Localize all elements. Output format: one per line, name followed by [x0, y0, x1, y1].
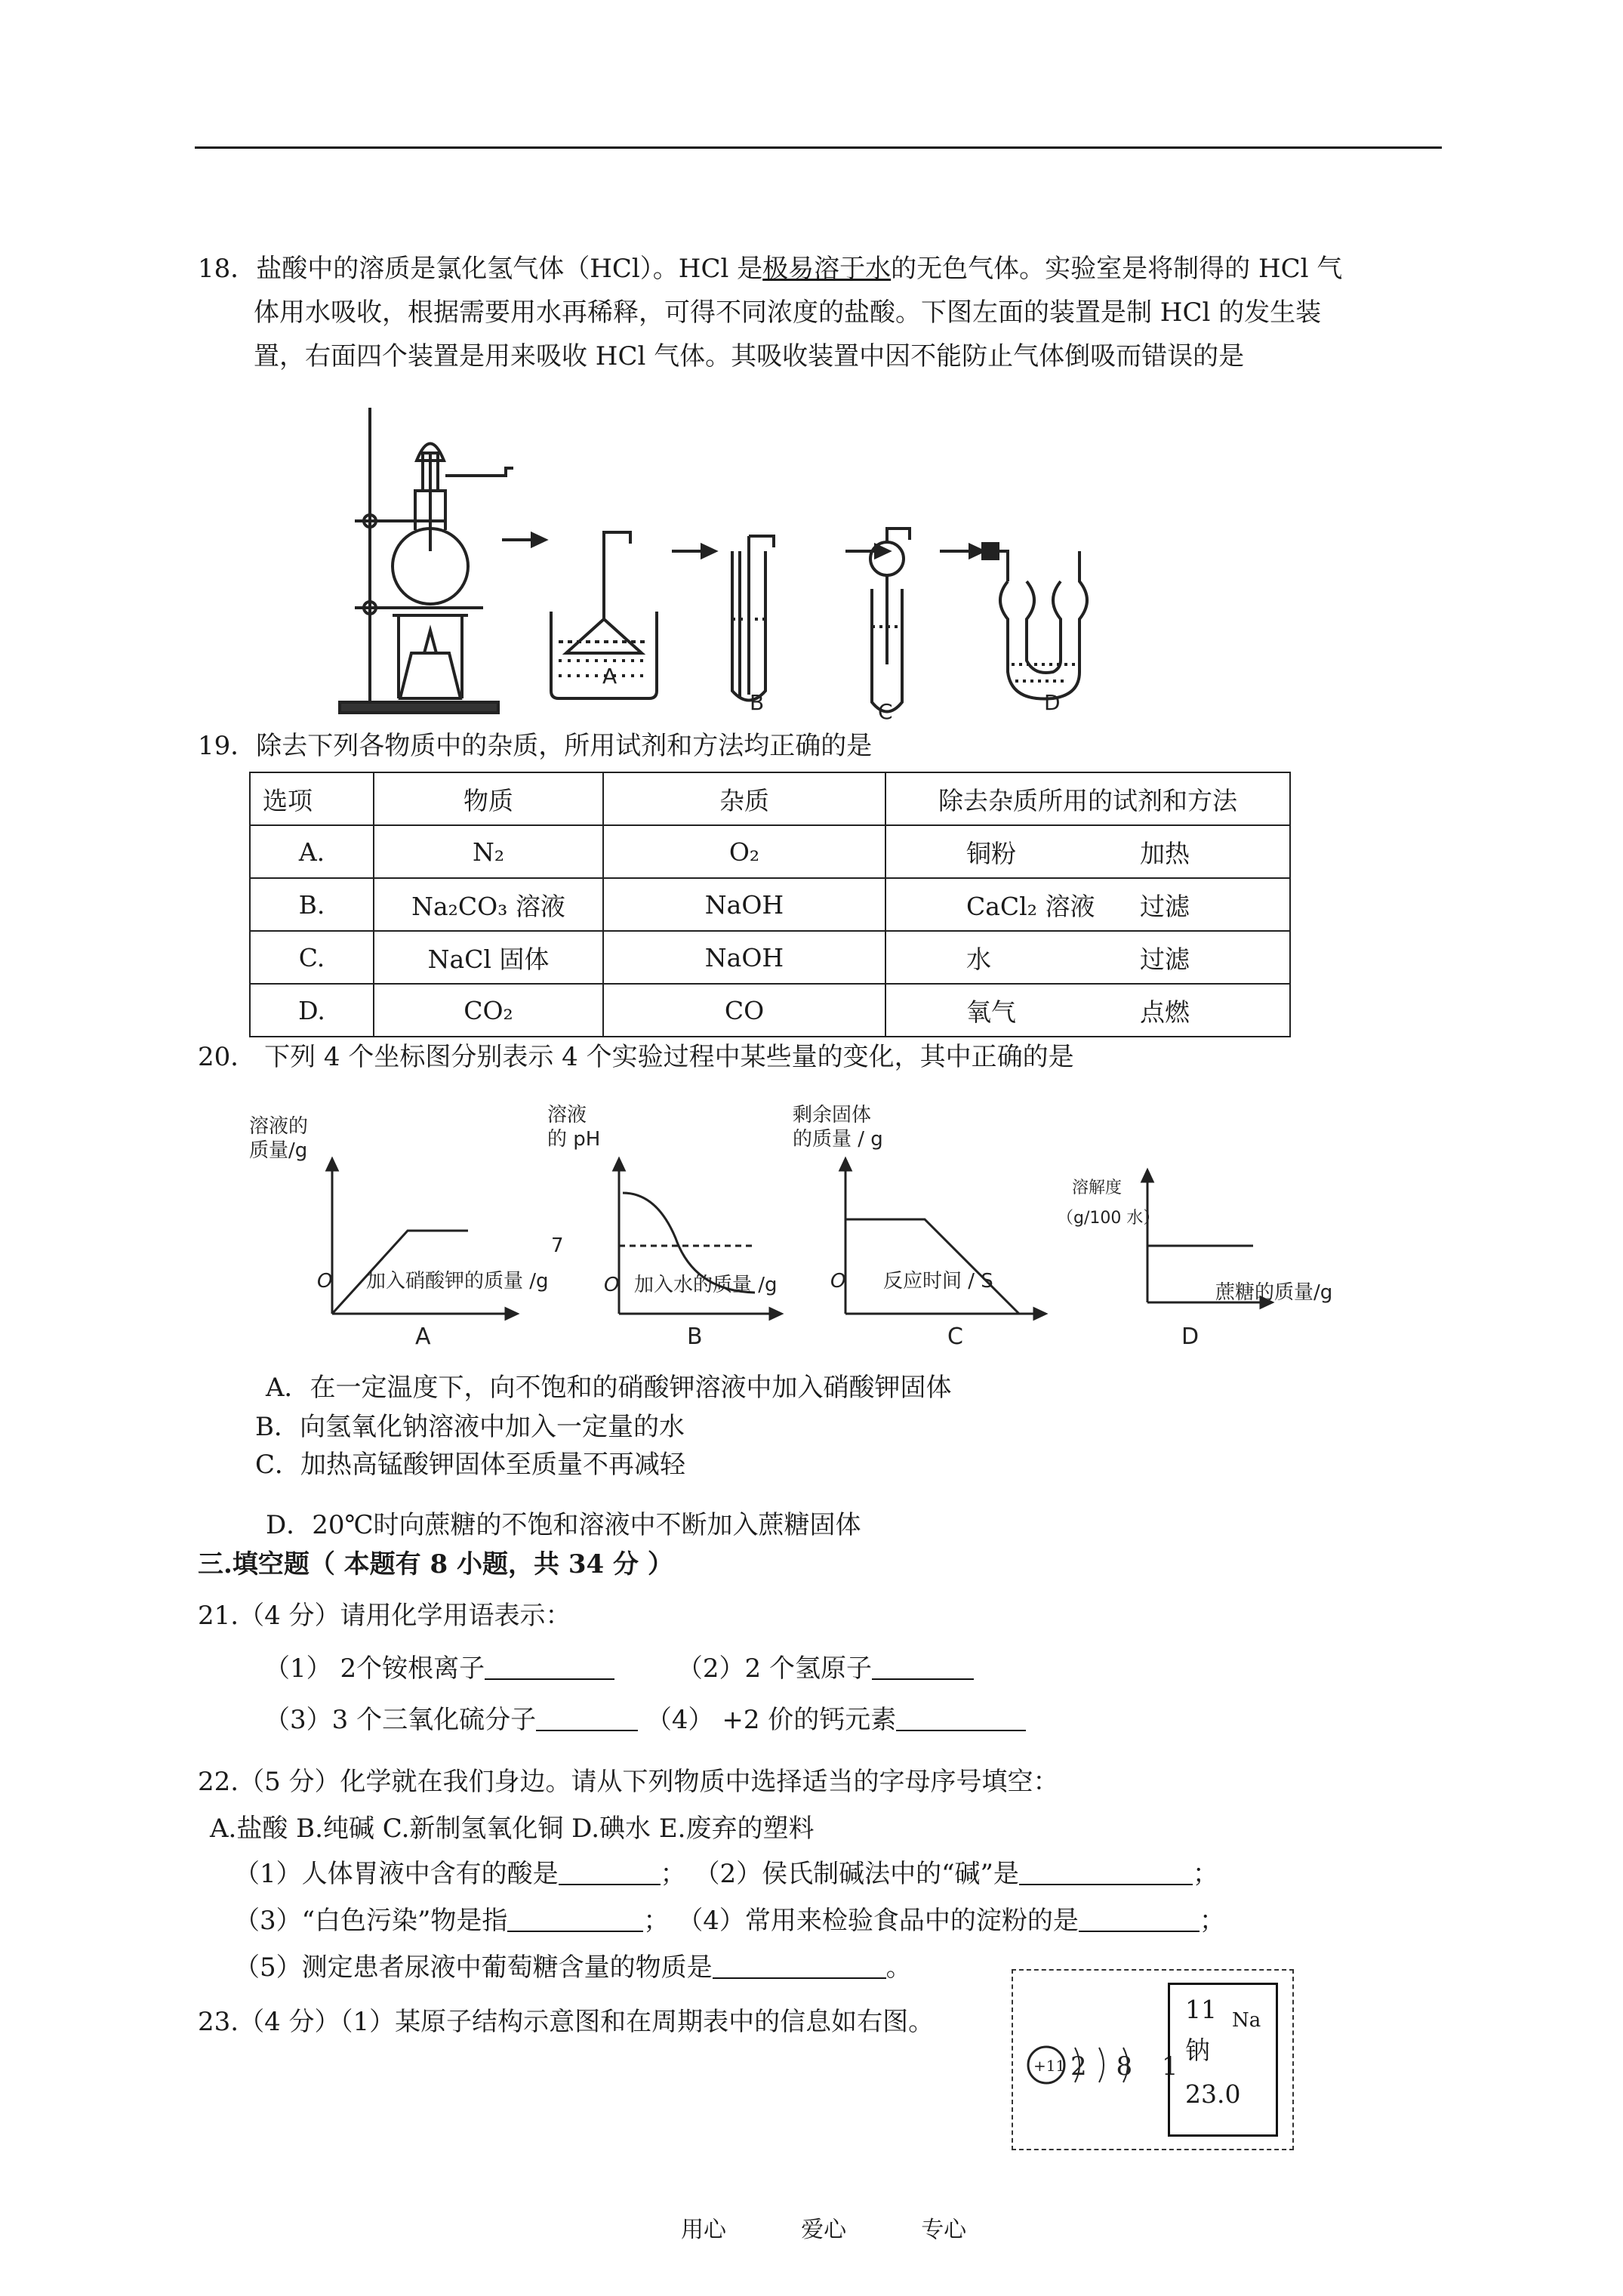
answer-blank[interactable]: [872, 1651, 974, 1680]
q22-row3: （5）测定患者尿液中葡萄糖含量的物质是 。: [234, 1945, 912, 1990]
graph-c-ylabel2: 的质量 / g: [793, 1128, 883, 1151]
q20-option-a: A．在一定温度下，向不饱和的硝酸钾溶液中加入硝酸钾固体: [266, 1373, 952, 1403]
graph-a-ylabel2: 质量/g: [249, 1139, 308, 1162]
header-rule: [195, 146, 1442, 149]
nucleus-label: +11: [1033, 2057, 1066, 2075]
table-row: B. Na₂CO₃ 溶液 NaOH CaCl₂ 溶液 过滤: [250, 878, 1290, 931]
element-name: 钠: [1185, 2036, 1210, 2065]
graph-c-ylabel1: 剩余固体: [793, 1104, 872, 1126]
q18-line1: 18．盐酸中的溶质是氯化氢气体（HCl）。HCl 是极易溶于水的无色气体。实验室是将制得的 HCl 气: [198, 254, 1343, 284]
q20-option-c: C．加热高锰酸钾固体至质量不再减轻: [255, 1450, 686, 1480]
atom-structure-diagram: [1024, 2039, 1189, 2091]
element-symbol: Na: [1232, 2009, 1261, 2032]
graph-c-origin: O: [830, 1270, 846, 1293]
atomic-mass: 23.0: [1185, 2079, 1241, 2109]
graph-b-tick7: 7: [551, 1234, 564, 1257]
graph-d-xlabel: 蔗糖的质量/g: [1215, 1281, 1333, 1304]
graph-a-origin: O: [317, 1270, 333, 1293]
answer-blank[interactable]: [536, 1703, 638, 1731]
graph-label-c: C: [947, 1324, 963, 1350]
answer-blank[interactable]: [713, 1950, 886, 1979]
q21-stem: 21.（4 分）请用化学用语表示：: [198, 1601, 571, 1631]
periodic-tile: [1168, 1983, 1278, 2137]
q18-line2: 体用水吸收，根据需要用水再稀释，可得不同浓度的盐酸。下图左面的装置是制 HCl 的发生装: [254, 297, 1322, 328]
q23-stem: 23.（4 分）（1）某原子结构示意图和在周期表中的信息如右图。: [198, 2007, 935, 2037]
q19-stem: 19．除去下列各物质中的杂质，所用试剂和方法均正确的是: [198, 731, 873, 761]
q20-option-b: B．向氢氧化钠溶液中加入一定量的水: [255, 1412, 685, 1442]
table-row: C. NaCl 固体 NaOH 水 过滤: [250, 931, 1290, 984]
answer-blank[interactable]: [507, 1903, 643, 1932]
answer-blank[interactable]: [559, 1857, 661, 1885]
q22-choices: A.盐酸 B.纯碱 C.新制氢氧化铜 D.碘水 E.废弃的塑料: [210, 1814, 815, 1844]
graph-b-origin: O: [604, 1274, 620, 1296]
graph-label-b: B: [687, 1324, 703, 1350]
electron-shells: 2 8 1: [1070, 2051, 1189, 2082]
section-heading: 三.填空题（ 本题有 8 小题，共 34 分 ）: [198, 1549, 673, 1579]
q22-row2: （3）“白色污染”物是指 ； （4）常用来检验食品中的淀粉的是 ；: [234, 1898, 1225, 1943]
graph-b-xlabel: 加入水的质量 /g: [634, 1274, 778, 1296]
graph-a-ylabel1: 溶液的: [249, 1115, 309, 1138]
label-c: C: [878, 699, 893, 724]
graph-label-d: D: [1181, 1324, 1200, 1350]
q20-graphs: [234, 1087, 1381, 1367]
q22-stem: 22.（5 分）化学就在我们身边。请从下列物质中选择适当的字母序号填空：: [198, 1767, 1059, 1797]
table-header-row: 选项 物质 杂质 除去杂质所用的试剂和方法: [250, 772, 1290, 825]
q18-underlined-text: 极易溶于水: [762, 254, 892, 284]
atomic-number: 11: [1185, 1995, 1217, 2024]
graph-label-a: A: [415, 1324, 431, 1350]
label-a: A: [602, 664, 617, 689]
q21-row2: （3）3 个三氧化硫分子 （4） +2 价的钙元素: [264, 1697, 1026, 1743]
q19-table: [249, 772, 1291, 1037]
graph-c-xlabel: 反应时间 / S: [883, 1270, 993, 1293]
q18-number: 18．: [198, 254, 257, 284]
graph-d-ylabel2: （g/100 水）: [1057, 1209, 1160, 1228]
graph-a-xlabel: 加入硝酸钾的质量 /g: [366, 1270, 549, 1293]
hcl-apparatus-figure: [332, 400, 1147, 725]
graph-b-ylabel2: 的 pH: [547, 1128, 601, 1151]
q22-row1: （1）人体胃液中含有的酸是 ； （2）侯氏制碱法中的“碱”是 ；: [234, 1851, 1218, 1897]
footer: 用心 爱心 专心: [681, 2217, 967, 2243]
element-info-box: [1012, 1969, 1294, 2150]
label-d: D: [1044, 690, 1061, 715]
answer-blank[interactable]: [485, 1651, 614, 1680]
graph-d-ylabel1: 溶解度: [1072, 1179, 1123, 1197]
q21-row1: （1） 2个铵根离子 （2）2 个氢原子: [264, 1646, 974, 1691]
table-row: D. CO₂ CO 氧气 点燃: [250, 984, 1290, 1037]
graph-b-ylabel1: 溶液: [547, 1104, 587, 1126]
table-row: A. N₂ O₂ 铜粉 加热: [250, 825, 1290, 878]
q20-option-d: D．20℃时向蔗糖的不饱和溶液中不断加入蔗糖固体: [266, 1510, 861, 1540]
q20-stem: 20． 下列 4 个坐标图分别表示 4 个实验过程中某些量的变化，其中正确的是: [198, 1042, 1074, 1072]
q18-line3: 置，右面四个装置是用来吸收 HCl 气体。其吸收装置中因不能防止气体倒吸而错误的是: [254, 341, 1245, 371]
label-b: B: [750, 690, 765, 715]
answer-blank[interactable]: [1079, 1903, 1200, 1932]
answer-blank[interactable]: [896, 1703, 1026, 1731]
answer-blank[interactable]: [1019, 1857, 1193, 1885]
